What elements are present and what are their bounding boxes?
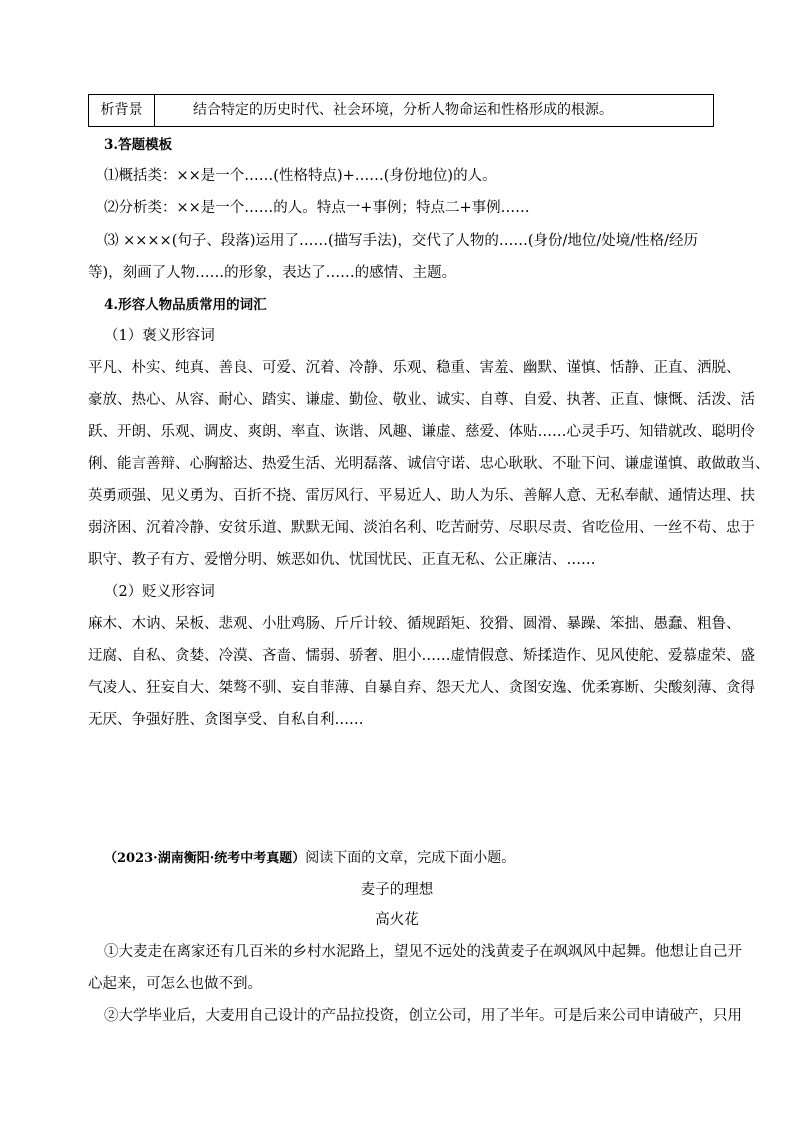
derogatory-line: 气凌人、狂妄自大、桀骜不驯、妄自菲薄、自暴自弃、怨天尤人、贪图安逸、优柔寡断、尖酸刻薄、贪得 <box>88 680 755 696</box>
praise-line: 跃、开朗、乐观、调皮、爽朗、率直、诙谐、风趣、谦虚、慈爱、体贴……心灵手巧、知错就改、聪明伶 <box>88 424 755 440</box>
praise-line: 俐、能言善辩、心胸豁达、热爱生活、光明磊落、诚信守诺、忠心耿耿、不耻下问、谦虚谨慎、敢做敢当、 <box>88 456 770 472</box>
article-paragraph-1-line-2: 心起来，可怎么也做不到。 <box>88 976 262 992</box>
article-paragraph-1-line-1: ①大麦走在离家还有几百米的乡村水泥路上，望见不远处的浅黄麦子在飒飒风中起舞。他想让自己开 <box>104 944 742 960</box>
praise-subheading: （1）褒义形容词 <box>104 328 215 344</box>
praise-line: 职守、教子有方、爱憎分明、嫉恶如仇、忧国忧民、正直无私、公正廉洁、…… <box>88 552 596 568</box>
section-4-heading: 4.形容人物品质常用的词汇 <box>104 297 267 313</box>
template-item-3-line-2: 等)，刻画了人物……的形象，表达了……的感情、主题。 <box>88 265 457 281</box>
exercise-instruction: 阅读下面的文章，完成下面小题。 <box>305 850 516 866</box>
praise-line: 英勇顽强、见义勇为、百折不挠、雷厉风行、平易近人、助人为乐、善解人意、无私奉献、通情达理、扶 <box>88 488 755 504</box>
exercise-source <box>104 848 515 869</box>
derogatory-subheading: （2）贬义形容词 <box>104 584 215 600</box>
article-author: 高火花 <box>375 912 419 928</box>
analysis-table-row <box>88 94 714 127</box>
praise-line: 弱济困、沉着冷静、安贫乐道、默默无闻、淡泊名利、吃苦耐劳、尽职尽责、省吃俭用、一丝不苟、忠于 <box>88 520 755 536</box>
exercise-source-tag: （2023·湖南衡阳·统考中考真题） <box>104 851 306 866</box>
article-title: 麦子的理想 <box>360 882 434 898</box>
derogatory-line: 麻木、木讷、呆板、悲观、小肚鸡肠、斤斤计较、循规蹈矩、狡猾、圆滑、暴躁、笨拙、愚蠢、粗鲁、 <box>88 616 741 632</box>
table-content-cell: 结合特定的历史时代、社会环境，分析人物命运和性格形成的根源。 <box>193 102 613 118</box>
template-item-1: ⑴概括类：××是一个……(性格特点)+……(身份地位)的人。 <box>104 168 497 184</box>
template-item-2: ⑵分析类：××是一个……的人。特点一+事例；特点二+事例…… <box>104 200 530 216</box>
template-item-3-line-1: ⑶ ××××(句子、段落)运用了……(描写手法)，交代了人物的……(身份/地位/处境/性格/经历 <box>104 233 699 249</box>
praise-line: 平凡、朴实、纯真、善良、可爱、沉着、冷静、乐观、稳重、害羞、幽默、谨慎、恬静、正直、洒脱、 <box>88 360 741 376</box>
section-3-heading: 3.答题模板 <box>104 137 173 153</box>
praise-line: 豪放、热心、从容、耐心、踏实、谦虚、勤俭、敬业、诚实、自尊、自爱、执著、正直、慷慨、活泼、活 <box>88 392 755 408</box>
article-paragraph-2-line-1: ②大学毕业后，大麦用自己设计的产品拉投资，创立公司，用了半年。可是后来公司申请破产，只用 <box>104 1008 742 1024</box>
table-label-cell: 析背景 <box>89 95 155 126</box>
derogatory-line: 无厌、争强好胜、贪图享受、自私自利…… <box>88 712 364 728</box>
derogatory-line: 迂腐、自私、贪婪、冷漠、吝啬、懦弱、骄奢、胆小……虚情假意、矫揉造作、见风使舵、爱慕虚荣、盛 <box>88 648 755 664</box>
